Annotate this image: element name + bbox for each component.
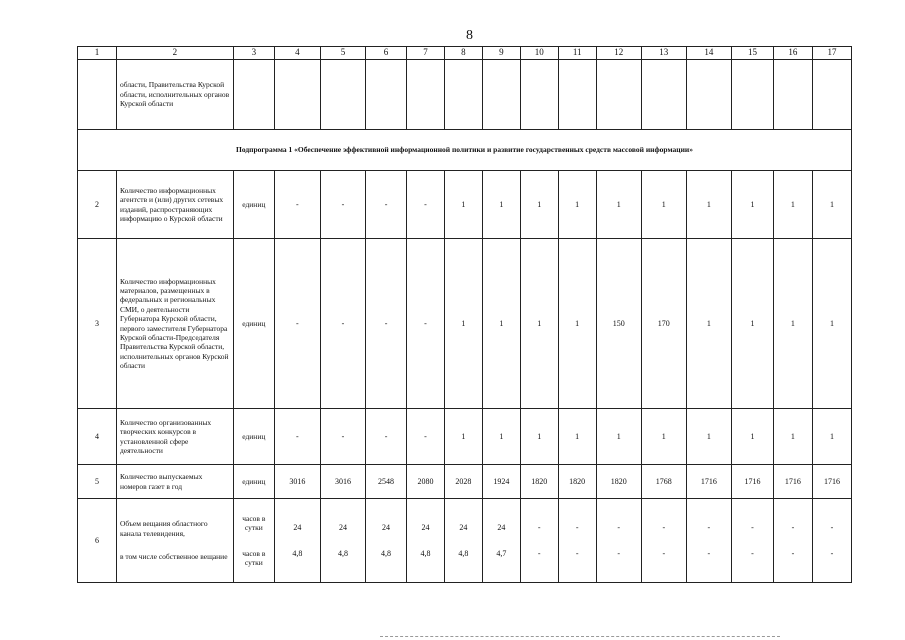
indicator-name: Количество информационных агентств и (или) других сетевых изданий, распространяющих информацию о Курской области bbox=[116, 171, 233, 239]
value-cell: 1 bbox=[444, 171, 482, 239]
value-cell-line: 4,8 bbox=[458, 548, 469, 558]
column-number: 3 bbox=[233, 47, 274, 60]
value-cell-line: - bbox=[617, 548, 621, 558]
value-cell bbox=[596, 499, 641, 583]
value-cell: 1716 bbox=[773, 465, 812, 499]
indicator-name-line: в том числе собственное вещание bbox=[119, 552, 228, 562]
indicator-name: Количество организованных творческих конкурсов в установленной сфере деятельности bbox=[116, 409, 233, 465]
value-cell bbox=[641, 499, 686, 583]
value-cell-line: 4,8 bbox=[420, 548, 431, 558]
value-cell: 1 bbox=[558, 171, 596, 239]
value-cell-line: - bbox=[830, 522, 834, 532]
table-row bbox=[78, 499, 852, 583]
unit-line: часов в сутки bbox=[242, 548, 266, 567]
value-cell-line: - bbox=[617, 522, 621, 532]
column-number-row bbox=[78, 47, 852, 60]
column-number: 4 bbox=[274, 47, 320, 60]
table-row bbox=[78, 171, 852, 239]
value-cell-line: - bbox=[575, 548, 579, 558]
value-cell-line: 24 bbox=[497, 522, 506, 532]
subprogram-row bbox=[78, 130, 852, 171]
continued-row bbox=[78, 60, 852, 130]
table-row bbox=[78, 409, 852, 465]
value-cell: 1 bbox=[812, 171, 851, 239]
indicators-table bbox=[77, 46, 852, 583]
value-cell-line: - bbox=[707, 522, 711, 532]
column-number: 12 bbox=[596, 47, 641, 60]
value-cell bbox=[686, 499, 731, 583]
value-cell-line: 4,8 bbox=[381, 548, 392, 558]
value-cell-line: - bbox=[830, 548, 834, 558]
value-cell: - bbox=[320, 239, 365, 409]
value-cell: 2080 bbox=[407, 465, 445, 499]
unit: единиц bbox=[233, 409, 274, 465]
value-cell-line: 24 bbox=[459, 522, 468, 532]
continued-text: области, Правительства Курской области, исполнительных органов Курской области bbox=[116, 60, 233, 130]
value-cell: 2548 bbox=[366, 465, 407, 499]
value-cell: 170 bbox=[641, 239, 686, 409]
value-cell bbox=[407, 499, 445, 583]
value-cell: 1 bbox=[596, 409, 641, 465]
value-cell: 1 bbox=[812, 239, 851, 409]
unit bbox=[233, 499, 274, 583]
value-cell-line: 24 bbox=[382, 522, 391, 532]
value-cell: 1 bbox=[558, 239, 596, 409]
unit: единиц bbox=[233, 171, 274, 239]
value-cell bbox=[274, 499, 320, 583]
value-cell: - bbox=[407, 409, 445, 465]
value-cell: 1 bbox=[558, 409, 596, 465]
column-number: 6 bbox=[366, 47, 407, 60]
value-cell-line: - bbox=[707, 548, 711, 558]
value-cell: - bbox=[366, 171, 407, 239]
value-cell: 1 bbox=[482, 171, 520, 239]
unit-line: часов в сутки bbox=[242, 513, 266, 533]
value-cell bbox=[520, 499, 558, 583]
value-cell: 1 bbox=[520, 409, 558, 465]
row-number: 2 bbox=[78, 171, 117, 239]
value-cell: - bbox=[407, 171, 445, 239]
value-cell-line: - bbox=[662, 548, 666, 558]
value-cell: - bbox=[274, 239, 320, 409]
page-edge-line bbox=[380, 636, 780, 637]
value-cell-line: - bbox=[791, 522, 795, 532]
value-cell-line: 24 bbox=[338, 522, 347, 532]
value-cell-line: - bbox=[662, 522, 666, 532]
value-cell: - bbox=[320, 171, 365, 239]
value-cell: 1 bbox=[731, 239, 773, 409]
value-cell: 1 bbox=[596, 171, 641, 239]
value-cell: 1 bbox=[731, 409, 773, 465]
value-cell-line: 4,8 bbox=[292, 548, 303, 558]
column-number: 2 bbox=[116, 47, 233, 60]
value-cell: 1 bbox=[641, 409, 686, 465]
value-cell: 1 bbox=[444, 409, 482, 465]
value-cell: 1 bbox=[686, 239, 731, 409]
value-cell bbox=[444, 499, 482, 583]
value-cell: 150 bbox=[596, 239, 641, 409]
value-cell: 1820 bbox=[520, 465, 558, 499]
column-number: 16 bbox=[773, 47, 812, 60]
row-number: 5 bbox=[78, 465, 117, 499]
value-cell-line: - bbox=[537, 522, 541, 532]
subprogram-title: Подпрограмма 1 «Обеспечение эффективной информационной политики и развитие государственных средств массовой информации» bbox=[78, 130, 852, 171]
value-cell-line: - bbox=[575, 522, 579, 532]
value-cell-line: - bbox=[751, 522, 754, 532]
value-cell: - bbox=[366, 239, 407, 409]
column-number: 13 bbox=[641, 47, 686, 60]
value-cell-line: 24 bbox=[293, 522, 302, 532]
value-cell: 1716 bbox=[731, 465, 773, 499]
unit: единиц bbox=[233, 465, 274, 499]
value-cell: 1 bbox=[520, 171, 558, 239]
value-cell: 1 bbox=[731, 171, 773, 239]
value-cell: 1 bbox=[773, 171, 812, 239]
table-row bbox=[78, 239, 852, 409]
value-cell: 1716 bbox=[686, 465, 731, 499]
value-cell: - bbox=[366, 409, 407, 465]
value-cell: 1 bbox=[482, 409, 520, 465]
unit: единиц bbox=[233, 239, 274, 409]
value-cell: 1924 bbox=[482, 465, 520, 499]
value-cell: - bbox=[407, 239, 445, 409]
value-cell: 1 bbox=[482, 239, 520, 409]
value-cell: - bbox=[274, 171, 320, 239]
column-number: 17 bbox=[812, 47, 851, 60]
value-cell bbox=[320, 499, 365, 583]
value-cell: 1716 bbox=[812, 465, 851, 499]
value-cell: - bbox=[274, 409, 320, 465]
column-number: 15 bbox=[731, 47, 773, 60]
column-number: 11 bbox=[558, 47, 596, 60]
value-cell: 1 bbox=[686, 171, 731, 239]
value-cell: 1820 bbox=[558, 465, 596, 499]
value-cell-line: - bbox=[751, 548, 754, 558]
value-cell: 1 bbox=[812, 409, 851, 465]
column-number: 5 bbox=[320, 47, 365, 60]
value-cell: 2028 bbox=[444, 465, 482, 499]
column-number: 7 bbox=[407, 47, 445, 60]
value-cell: 1 bbox=[773, 409, 812, 465]
value-cell: 3016 bbox=[320, 465, 365, 499]
value-cell bbox=[558, 499, 596, 583]
value-cell: - bbox=[320, 409, 365, 465]
value-cell: 1 bbox=[641, 171, 686, 239]
value-cell bbox=[731, 499, 773, 583]
row-number: 4 bbox=[78, 409, 117, 465]
value-cell-line: 4,8 bbox=[337, 548, 348, 558]
value-cell: 1768 bbox=[641, 465, 686, 499]
column-number: 10 bbox=[520, 47, 558, 60]
value-cell: 1820 bbox=[596, 465, 641, 499]
value-cell-line: 24 bbox=[421, 522, 430, 532]
table-row bbox=[78, 465, 852, 499]
column-number: 8 bbox=[444, 47, 482, 60]
value-cell-line: - bbox=[791, 548, 795, 558]
value-cell: 1 bbox=[520, 239, 558, 409]
indicator-name bbox=[116, 499, 233, 583]
row-number: 6 bbox=[78, 499, 117, 583]
value-cell-line: - bbox=[537, 548, 541, 558]
value-cell-line: 4,7 bbox=[496, 548, 507, 558]
value-cell: 1 bbox=[686, 409, 731, 465]
indicator-name: Количество информационных материалов, размещенных в федеральных и региональных СМИ, о деятельности Губернатора Курской области, первого заместителя Губернатора Курской области-Председателя Правительства Курской области, исполнительных органов Курской области bbox=[116, 239, 233, 409]
value-cell bbox=[366, 499, 407, 583]
column-number: 9 bbox=[482, 47, 520, 60]
value-cell bbox=[812, 499, 851, 583]
page-number: 8 bbox=[466, 28, 473, 43]
indicator-name: Количество выпускаемых номеров газет в год bbox=[116, 465, 233, 499]
row-number: 3 bbox=[78, 239, 117, 409]
value-cell: 3016 bbox=[274, 465, 320, 499]
column-number: 14 bbox=[686, 47, 731, 60]
value-cell bbox=[482, 499, 520, 583]
value-cell: 1 bbox=[444, 239, 482, 409]
value-cell bbox=[773, 499, 812, 583]
column-number: 1 bbox=[78, 47, 117, 60]
indicator-name-line: Объем вещания областного канала телевидения, bbox=[119, 519, 208, 538]
value-cell: 1 bbox=[773, 239, 812, 409]
